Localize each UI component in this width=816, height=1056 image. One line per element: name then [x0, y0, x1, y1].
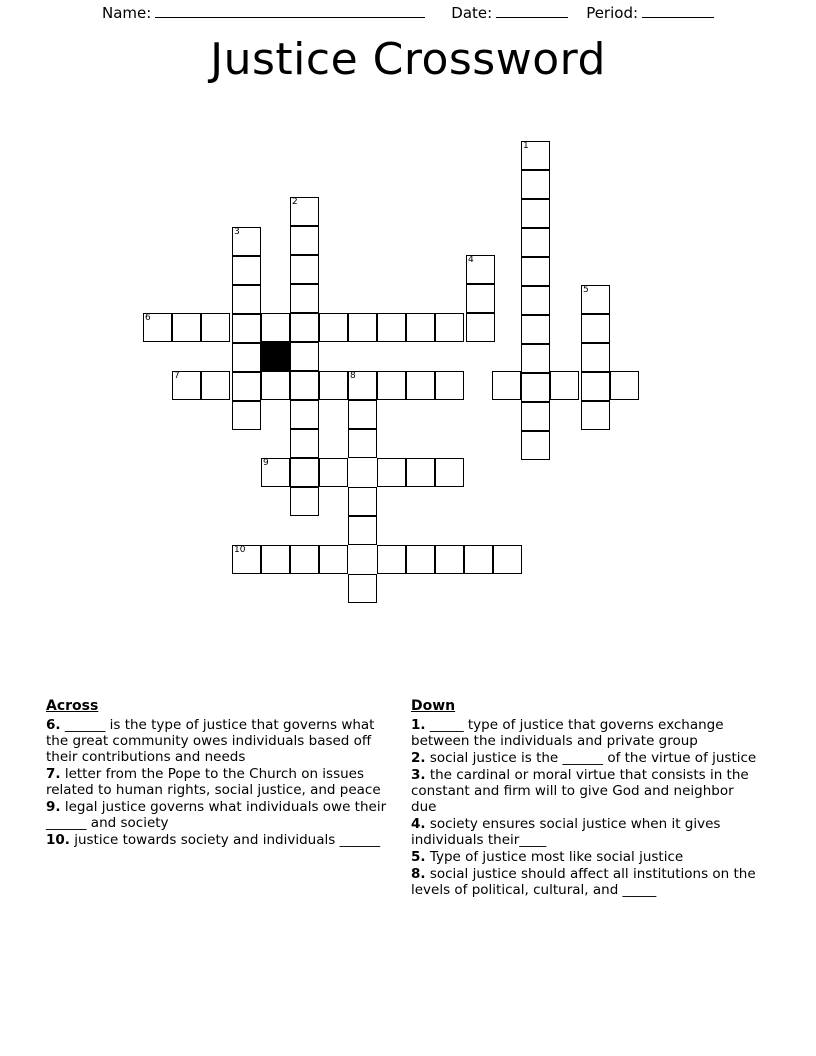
- grid-cell[interactable]: [348, 400, 377, 429]
- clue-item: [411, 816, 761, 848]
- grid-cell[interactable]: [232, 256, 261, 285]
- grid-cell[interactable]: [435, 458, 464, 487]
- clue-item: [46, 766, 396, 798]
- cell-number: 4: [468, 255, 474, 265]
- down-clue-list: [411, 717, 761, 898]
- crossword-grid: [0, 130, 816, 630]
- date-label: Date:: [451, 4, 493, 22]
- grid-cell[interactable]: [581, 314, 610, 343]
- grid-cell[interactable]: [493, 545, 522, 574]
- clue-text: society ensures social justice when it gives individuals their____: [411, 816, 721, 848]
- clue-number: 1.: [411, 717, 426, 733]
- clue-item: [411, 866, 761, 898]
- grid-cell[interactable]: [319, 458, 348, 487]
- date-input-rule[interactable]: [496, 4, 568, 18]
- grid-cell[interactable]: [290, 545, 319, 574]
- grid-cell[interactable]: [290, 197, 319, 226]
- grid-cell[interactable]: [290, 284, 319, 313]
- grid-cell[interactable]: [521, 141, 550, 170]
- grid-cell[interactable]: [435, 545, 464, 574]
- cell-number: 6: [145, 313, 151, 323]
- cell-number: 10: [234, 545, 246, 555]
- grid-cell[interactable]: [232, 343, 261, 372]
- grid-cell[interactable]: [290, 226, 319, 255]
- clue-item: [411, 750, 761, 766]
- clue-number: 5.: [411, 849, 426, 865]
- grid-cell[interactable]: [521, 315, 550, 344]
- grid-cell[interactable]: [406, 458, 435, 487]
- grid-cell[interactable]: [521, 344, 550, 373]
- clue-text: Type of justice most like social justice: [425, 849, 684, 865]
- cell-number: 8: [350, 371, 356, 381]
- clue-item: [411, 717, 761, 749]
- grid-cell[interactable]: [290, 342, 319, 371]
- grid-cell[interactable]: [521, 199, 550, 228]
- cell-number: 7: [174, 371, 180, 381]
- grid-cell[interactable]: [261, 371, 290, 400]
- name-input-rule[interactable]: [155, 4, 425, 18]
- clue-text: ______ is the type of justice that governs what the great community owes individuals based off their contributions and needs: [46, 717, 375, 765]
- across-clues-column: [46, 698, 396, 849]
- grid-cell[interactable]: [201, 313, 230, 342]
- grid-cell[interactable]: [377, 371, 406, 400]
- grid-cell[interactable]: [377, 458, 406, 487]
- name-label: Name:: [101, 4, 152, 22]
- clue-number: 7.: [46, 766, 61, 782]
- clue-text: justice towards society and individuals ______: [69, 832, 381, 848]
- grid-cell[interactable]: [319, 313, 348, 342]
- grid-cell[interactable]: [290, 313, 319, 342]
- down-heading: Down: [411, 698, 456, 714]
- grid-cell[interactable]: [581, 401, 610, 430]
- grid-cell[interactable]: [348, 516, 377, 545]
- clue-text: legal justice governs what individuals owe their ______ and society: [46, 799, 387, 831]
- grid-cell[interactable]: [261, 313, 290, 342]
- date-field-group: [451, 4, 568, 22]
- grid-cell[interactable]: [232, 372, 261, 401]
- grid-cell[interactable]: [290, 255, 319, 284]
- clue-number: 3.: [411, 767, 426, 783]
- grid-cell[interactable]: [172, 313, 201, 342]
- clue-text: letter from the Pope to the Church on issues related to human rights, social justice, and peace: [46, 766, 381, 798]
- clue-text: social justice is the ______ of the virtue of justice: [425, 750, 757, 766]
- grid-cell[interactable]: [348, 429, 377, 458]
- grid-cell[interactable]: [581, 285, 610, 314]
- grid-cell[interactable]: [466, 313, 495, 342]
- grid-cell[interactable]: [550, 371, 579, 400]
- clue-text: _____ type of justice that governs exchange between the individuals and private group: [411, 717, 724, 749]
- clue-number: 9.: [46, 799, 61, 815]
- grid-cell[interactable]: [232, 401, 261, 430]
- grid-cell[interactable]: [581, 343, 610, 372]
- grid-cell[interactable]: [261, 545, 290, 574]
- clue-item: [46, 799, 396, 831]
- grid-cell[interactable]: [143, 313, 172, 342]
- clue-number: 2.: [411, 750, 426, 766]
- grid-cell[interactable]: [319, 371, 348, 400]
- clue-number: 6.: [46, 717, 61, 733]
- grid-cell[interactable]: [232, 285, 261, 314]
- cell-number: 2: [292, 197, 298, 207]
- grid-cell[interactable]: [348, 371, 377, 400]
- grid-cell[interactable]: [348, 313, 377, 342]
- grid-cell[interactable]: [610, 371, 639, 400]
- grid-cell[interactable]: [492, 371, 521, 400]
- clue-number: 4.: [411, 816, 426, 832]
- grid-cell[interactable]: [521, 170, 550, 199]
- grid-cell[interactable]: [521, 431, 550, 460]
- grid-cell[interactable]: [464, 545, 493, 574]
- grid-cell[interactable]: [521, 257, 550, 286]
- clue-text: the cardinal or moral virtue that consists in the constant and firm will to give God and neighbor due: [411, 767, 749, 815]
- grid-cell[interactable]: [435, 313, 464, 342]
- grid-cell[interactable]: [290, 458, 319, 487]
- grid-cell[interactable]: [406, 545, 435, 574]
- clue-item: [46, 832, 396, 848]
- grid-cell[interactable]: [521, 286, 550, 315]
- down-clues-column: [411, 698, 761, 899]
- grid-cell[interactable]: [521, 373, 550, 402]
- grid-cell[interactable]: [348, 574, 377, 603]
- cell-number: 5: [583, 285, 589, 295]
- grid-cell[interactable]: [377, 545, 406, 574]
- period-input-rule[interactable]: [642, 4, 714, 18]
- across-heading: Across: [46, 698, 99, 714]
- grid-cell[interactable]: [261, 458, 290, 487]
- grid-cell[interactable]: [201, 371, 230, 400]
- period-label: Period:: [586, 4, 639, 22]
- clue-item: [411, 767, 761, 815]
- grid-cell[interactable]: [521, 402, 550, 431]
- grid-cell[interactable]: [232, 314, 261, 343]
- grid-cell[interactable]: [406, 371, 435, 400]
- grid-cell[interactable]: [232, 227, 261, 256]
- grid-cell[interactable]: [406, 313, 435, 342]
- cell-number: 9: [263, 458, 269, 468]
- grid-cell[interactable]: [290, 487, 319, 516]
- clue-item: [46, 717, 396, 765]
- across-clue-list: [46, 717, 396, 848]
- name-field-group: [102, 4, 425, 22]
- grid-cell[interactable]: [232, 545, 261, 574]
- grid-cell[interactable]: [319, 545, 348, 574]
- grid-cell[interactable]: [377, 313, 406, 342]
- grid-cell[interactable]: [521, 228, 550, 257]
- grid-cell[interactable]: [172, 371, 201, 400]
- cell-number: 1: [523, 141, 529, 151]
- page-title: Justice Crossword: [210, 34, 606, 85]
- grid-cell[interactable]: [290, 371, 319, 400]
- grid-cell[interactable]: [290, 400, 319, 429]
- clues-section: [0, 698, 816, 998]
- grid-cell[interactable]: [435, 371, 464, 400]
- grid-cell[interactable]: [290, 429, 319, 458]
- clue-number: 10.: [46, 832, 70, 848]
- grid-cell[interactable]: [581, 372, 610, 401]
- grid-cell[interactable]: [466, 284, 495, 313]
- clue-item: [411, 849, 761, 865]
- period-field-group: [586, 4, 714, 22]
- clue-text: social justice should affect all institutions on the levels of political, cultural, and _____: [411, 866, 756, 898]
- grid-cell[interactable]: [466, 255, 495, 284]
- cell-number: 3: [234, 227, 240, 237]
- grid-cell-blocked: [261, 342, 290, 371]
- worksheet-header: [0, 0, 816, 26]
- grid-cell[interactable]: [348, 487, 377, 516]
- clue-number: 8.: [411, 866, 426, 882]
